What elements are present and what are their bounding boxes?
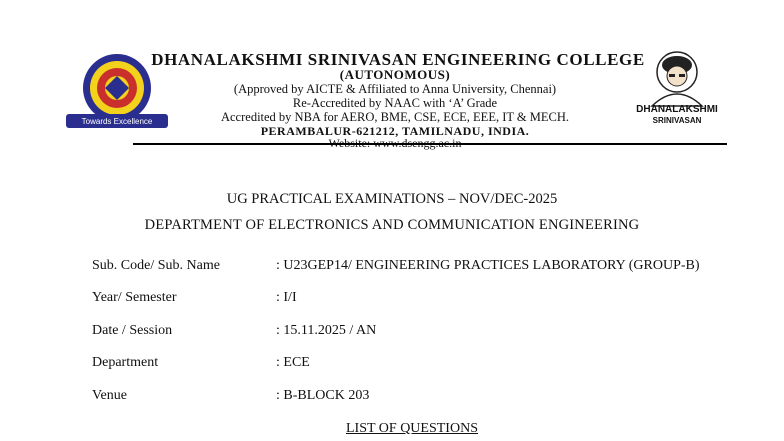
department-value: : ECE: [276, 355, 310, 370]
svg-text:SRINIVASAN: SRINIVASAN: [652, 116, 702, 125]
venue-label: Venue: [92, 388, 127, 403]
year-semester-label: Year/ Semester: [92, 290, 177, 305]
approval-line: (Approved by AICTE & Affiliated to Anna University, Chennai): [233, 82, 557, 96]
exam-title: UG PRACTICAL EXAMINATIONS – NOV/DEC-2025: [226, 191, 558, 207]
address-line: PERAMBALUR-621212, TAMILNADU, INDIA.: [260, 124, 530, 138]
autonomous-line: (AUTONOMOUS): [339, 67, 451, 82]
date-session-value: : 15.11.2025 / AN: [276, 323, 377, 338]
list-heading-text: LIST OF QUESTIONS: [346, 421, 478, 436]
subject-value: : U23GEP14/ ENGINEERING PRACTICES LABORATORY (GROUP-B): [276, 258, 700, 273]
svg-text:Towards Excellence: Towards Excellence: [81, 117, 153, 126]
venue-value: : B-BLOCK 203: [276, 388, 370, 403]
list-of-questions-heading: [0, 421, 784, 437]
svg-text:DHANALAKSHMI: DHANALAKSHMI: [636, 104, 718, 115]
department-label: Department: [92, 355, 159, 370]
college-name: DHANALAKSHMI SRINIVASAN ENGINEERING COLLEGE: [151, 50, 645, 69]
department-title: DEPARTMENT OF ELECTRONICS AND COMMUNICATION ENGINEERING: [144, 217, 640, 233]
subject-label: Sub. Code/ Sub. Name: [92, 258, 220, 273]
year-semester-value: : I/I: [276, 290, 297, 305]
date-session-label: Date / Session: [92, 323, 173, 338]
naac-line: Re-Accredited by NAAC with ‘A’ Grade: [292, 96, 498, 110]
header-divider: [133, 143, 727, 145]
nba-line: Accredited by NBA for AERO, BME, CSE, ECE, EEE, IT & MECH.: [220, 110, 569, 124]
